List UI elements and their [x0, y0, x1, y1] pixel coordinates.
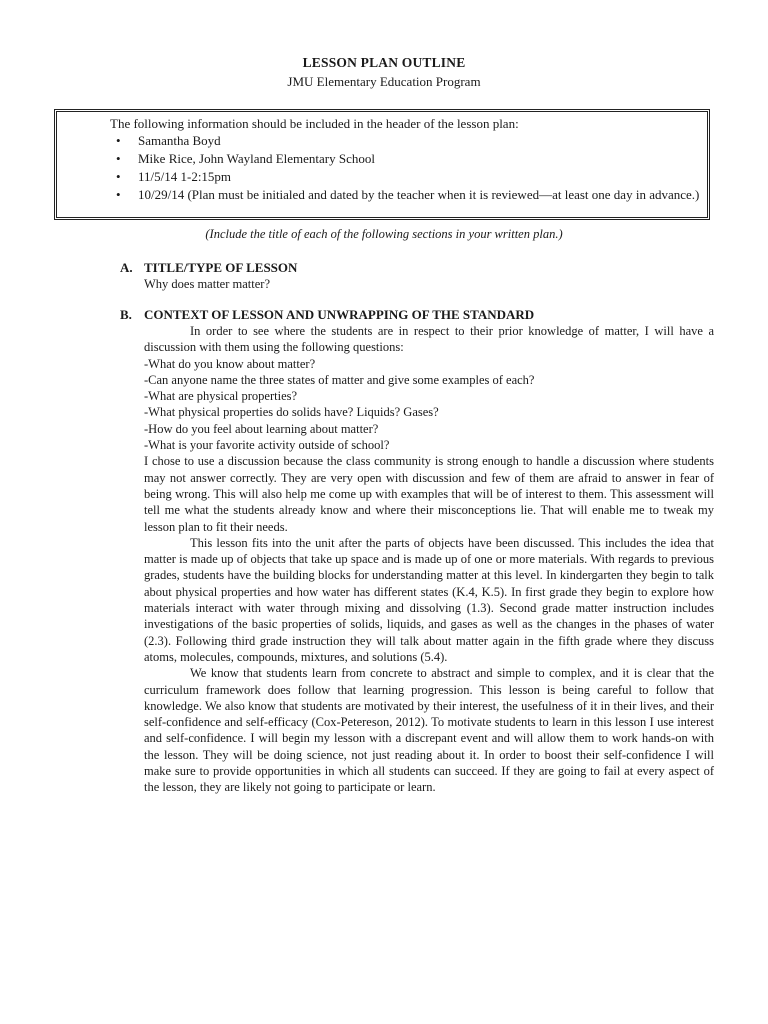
header-item-text: Mike Rice, John Wayland Elementary School	[138, 151, 375, 166]
bullet-icon: •	[116, 169, 121, 184]
bullet-icon: •	[116, 187, 121, 202]
section-instruction: (Include the title of each of the following sections in your written plan.)	[205, 227, 563, 241]
document-subtitle: JMU Elementary Education Program	[287, 74, 481, 89]
header-item-text: 11/5/14 1-2:15pm	[138, 169, 232, 184]
header-item-teacher-school	[110, 150, 700, 168]
document-title: LESSON PLAN OUTLINE	[302, 55, 466, 70]
header-intro-text: The following information should be included in the header of the lesson plan:	[110, 116, 519, 131]
header-info-list	[110, 132, 700, 203]
section-b-paragraph-3: This lesson fits into the unit after the parts of objects have been discussed. This includes the idea that matter is made up of objects that take up space and is made up of one or more materials. With regards to previous grades, students have the building blocks for understanding matter at this level. In kindergarten they begin to talk about physical properties and how water has different states (K.4, K.5). In first grade they begin to explore how materials interact with water through mixing and dissolving (1.3). Second grade matter instruction includes investigations of the basic properties of solids, liquids, and gases as well as the changes in the phases of water (2.3). Following third grade instruction they will talk about matter again in the fifth grade where they discuss atoms, molecules, compounds, mixtures, and solutions (5.4).	[144, 535, 714, 664]
section-b-title: CONTEXT OF LESSON AND UNWRAPPING OF THE STANDARD	[144, 307, 535, 322]
bullet-icon: •	[116, 133, 121, 148]
header-item-text: 10/29/14 (Plan must be initialed and dated by the teacher when it is reviewed—at least one day in advance.)	[138, 187, 700, 202]
section-a-text: Why does matter matter?	[144, 277, 270, 291]
section-a-title: TITLE/TYPE OF LESSON	[144, 260, 298, 275]
header-item-name	[110, 132, 700, 150]
header-item-date-time	[110, 168, 700, 186]
section-b-body	[144, 323, 714, 796]
section-b-paragraph-1: In order to see where the students are in respect to their prior knowledge of matter, I will have a discussion with them using the following questions:	[144, 324, 714, 355]
question-item: -Can anyone name the three states of matter and give some examples of each?	[144, 372, 535, 387]
section-a-letter: A.	[120, 260, 133, 275]
question-item: -How do you feel about learning about matter?	[144, 421, 379, 436]
section-b-paragraph-2: I chose to use a discussion because the class community is strong enough to handle a discussion where students may not answer correctly. They are very open with discussion and few of them are afraid to answer in fear of being wrong. This will also help me come up with examples that will be of interest to them. This assessment will tell me what the students already know and where their misconceptions lie. That will enable me to tweak my lesson plan to fit their needs.	[144, 454, 714, 534]
question-item: -What is your favorite activity outside of school?	[144, 438, 390, 453]
section-b-paragraph-4: We know that students learn from concrete to abstract and simple to complex, and it is clear that the curriculum framework does follow that learning progression. This lesson is being careful to follow that knowledge. We also know that students are motivated by their interest, the usefulness of it in their lives, and their self-confidence and self-efficacy (Cox-Petereson, 2012). To motivate students to learn in this lesson I use interest and self-confidence. I will begin my lesson with a discrepant event and will allow them to work hands-on with the lesson. They will be doing science, not just reading about it. In order to boost their self-confidence I will make sure to provide opportunities in which all students can succeed. If they are going to fail at every aspect of the lesson, they are likely not going to participate or learn.	[144, 666, 714, 795]
section-b-heading	[120, 307, 534, 323]
header-item-text: Samantha Boyd	[138, 133, 221, 148]
bullet-icon: •	[116, 151, 121, 166]
question-item: -What physical properties do solids have? Liquids? Gases?	[144, 405, 439, 420]
question-item: -What are physical properties?	[144, 389, 298, 404]
section-b-letter: B.	[120, 307, 132, 322]
question-item: -What do you know about matter?	[144, 356, 316, 371]
header-item-review-date	[110, 186, 700, 203]
section-a-heading	[120, 260, 297, 276]
